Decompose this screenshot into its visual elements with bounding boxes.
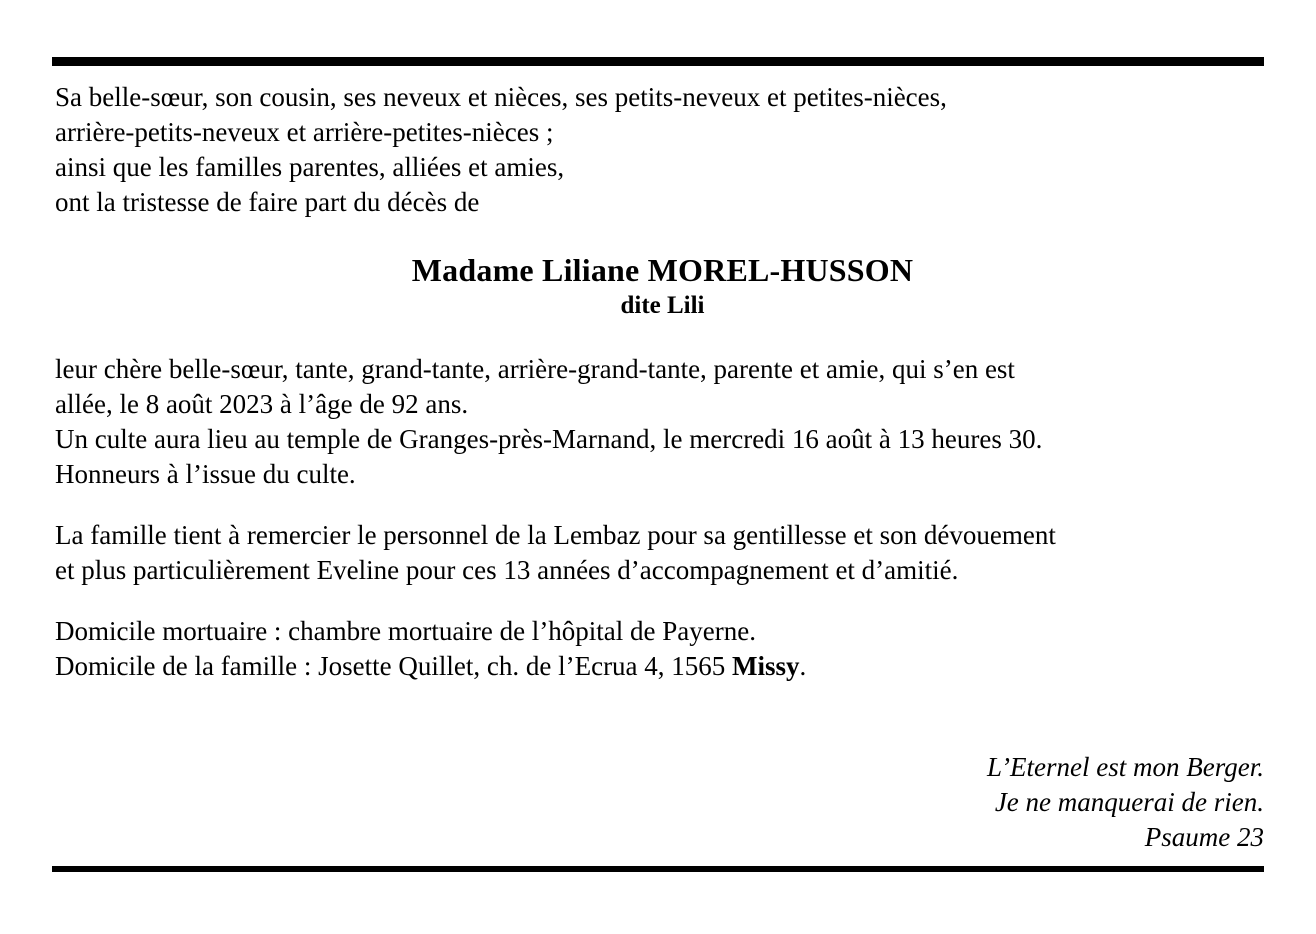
- details-line-4: Honneurs à l’issue du culte.: [55, 459, 356, 489]
- intro-line-2: arrière-petits-neveux et arrière-petites-nièces ;: [55, 117, 554, 147]
- family-address-prefix: Domicile de la famille : Josette Quillet, ch. de l’Ecrua 4, 1565: [55, 651, 733, 681]
- details-line-3: Un culte aura lieu au temple de Granges-près-Marnand, le mercredi 16 août à 13 heures 30.: [55, 424, 1043, 454]
- intro-line-3: ainsi que les familles parentes, alliées et amies,: [55, 152, 565, 182]
- family-address-locality: Missy: [732, 651, 800, 681]
- notice-body: [55, 80, 1270, 684]
- deceased-alias: dite Lili: [620, 292, 705, 319]
- family-address-suffix: .: [799, 651, 807, 681]
- thanks-line-1: La famille tient à remercier le personnel de la Lembaz pour sa gentillesse et son dévouement: [55, 520, 1056, 550]
- spacer-before-thanks: [55, 492, 1270, 518]
- spacer-after-name: [55, 322, 1270, 352]
- verse-block: [987, 750, 1264, 855]
- verse-line-2: Je ne manquerai de rien.: [994, 787, 1264, 817]
- details-paragraph: [55, 352, 1270, 492]
- thanks-paragraph: [55, 518, 1270, 588]
- family-address-line: [55, 649, 1270, 684]
- deceased-name: Madame Liliane MOREL-HUSSON: [411, 252, 914, 288]
- bottom-divider-rule: [52, 866, 1264, 872]
- intro-line-4: ont la tristesse de faire part du décès de: [55, 187, 480, 217]
- addresses-paragraph: [55, 614, 1270, 684]
- spacer-before-name: [55, 220, 1270, 250]
- details-line-2: allée, le 8 août 2023 à l’âge de 92 ans.: [55, 389, 469, 419]
- verse-line-1: L’Eternel est mon Berger.: [987, 752, 1264, 782]
- spacer-before-addresses: [55, 588, 1270, 614]
- mortuary-address-line: Domicile mortuaire : chambre mortuaire de l’hôpital de Payerne.: [55, 616, 756, 646]
- verse-source: Psaume 23: [1144, 822, 1264, 852]
- deceased-name-block: [55, 250, 1270, 322]
- intro-line-1: Sa belle-sœur, son cousin, ses neveux et nièces, ses petits-neveux et petites-nièces,: [55, 82, 947, 112]
- top-divider-rule: [52, 57, 1264, 66]
- details-line-1: leur chère belle-sœur, tante, grand-tante, arrière-grand-tante, parente et amie, qui s’en est: [55, 354, 1015, 384]
- thanks-line-2: et plus particulièrement Eveline pour ces 13 années d’accompagnement et d’amitié.: [55, 555, 959, 585]
- intro-paragraph: [55, 80, 1270, 220]
